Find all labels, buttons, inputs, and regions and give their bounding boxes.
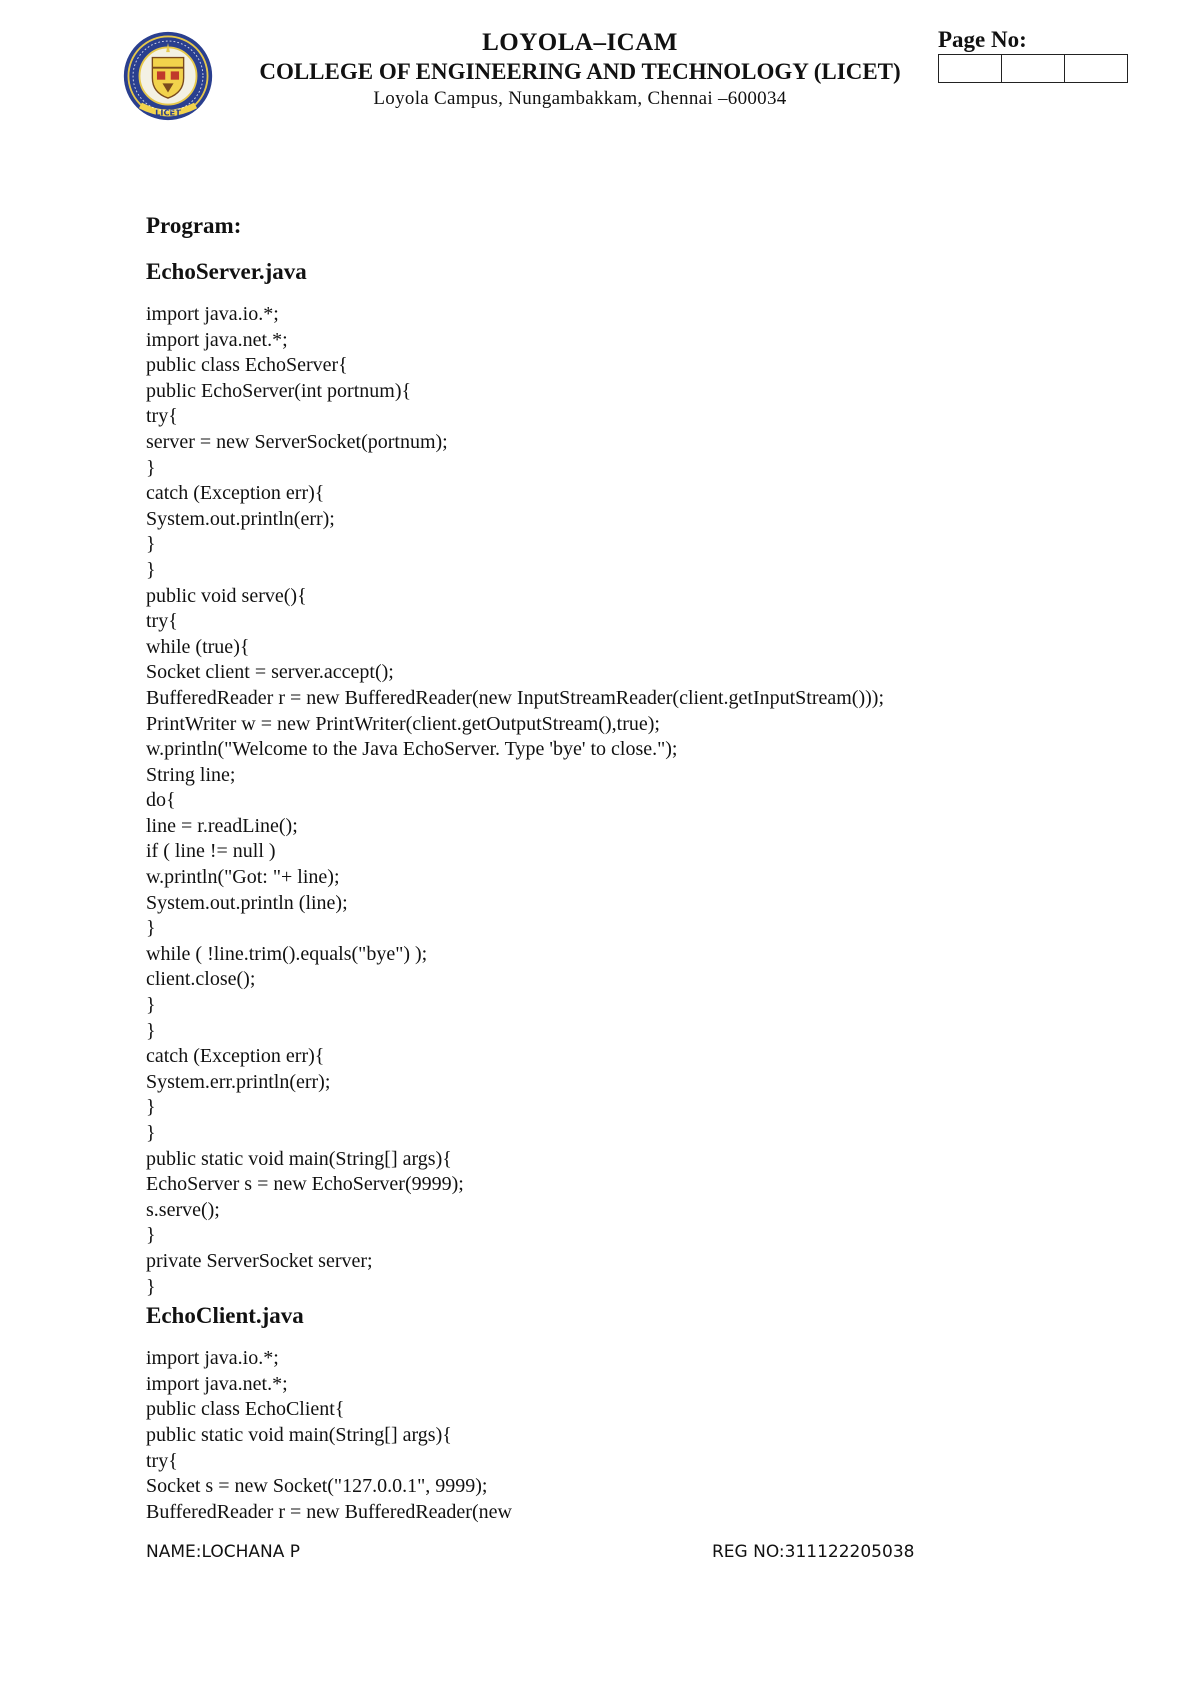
- code-line: BufferedReader r = new BufferedReader(new: [146, 1500, 512, 1523]
- code-line: }: [146, 456, 156, 479]
- code-line: EchoServer s = new EchoServer(9999);: [146, 1173, 464, 1196]
- code-line: public static void main(String[] args){: [146, 1423, 452, 1446]
- code-line: PrintWriter w = new PrintWriter(client.getOutputStream(),true);: [146, 712, 660, 735]
- page-number-box: [1065, 55, 1127, 82]
- registration-number: REG NO:311122205038: [712, 1542, 915, 1562]
- code-line: client.close();: [146, 968, 256, 991]
- code-line: while ( !line.trim().equals("bye") );: [146, 942, 428, 965]
- code-line: try{: [146, 405, 178, 428]
- code-line: String line;: [146, 763, 236, 786]
- code-line: public static void main(String[] args){: [146, 1147, 452, 1170]
- code-line: try{: [146, 1449, 178, 1472]
- code-line: import java.net.*;: [146, 1372, 288, 1395]
- code-line: try{: [146, 610, 178, 633]
- code-line: }: [146, 533, 156, 556]
- code-line: catch (Exception err){: [146, 1045, 325, 1068]
- code-line: import java.io.*;: [146, 1347, 279, 1370]
- code-line: BufferedReader r = new BufferedReader(new InputStreamReader(client.getInputStream()));: [146, 686, 885, 709]
- code-line: while (true){: [146, 635, 250, 658]
- echoclient-code: [146, 1346, 1146, 1525]
- institution-title: LOYOLA–ICAM: [482, 29, 678, 56]
- code-line: import java.io.*;: [146, 303, 279, 325]
- code-line: }: [146, 917, 156, 940]
- code-line: }: [146, 1096, 156, 1119]
- code-line: if ( line != null ): [146, 840, 276, 863]
- code-line: Socket client = server.accept();: [146, 661, 394, 684]
- page-number-boxes: [938, 54, 1128, 83]
- code-line: System.out.println(err);: [146, 507, 335, 530]
- code-line: line = r.readLine();: [146, 814, 298, 837]
- student-name: NAME:LOCHANA P: [146, 1542, 301, 1562]
- echoclient-heading: EchoClient.java: [146, 1303, 304, 1329]
- code-line: }: [146, 1275, 156, 1298]
- code-line: private ServerSocket server;: [146, 1249, 373, 1272]
- code-line: catch (Exception err){: [146, 482, 325, 505]
- document-body: [146, 212, 1146, 1525]
- code-line: }: [146, 994, 156, 1017]
- college-address: Loyola Campus, Nungambakkam, Chennai –600034: [373, 88, 787, 109]
- code-line: }: [146, 1122, 156, 1144]
- page-number-box: [939, 55, 1002, 82]
- echoserver-heading: EchoServer.java: [146, 259, 307, 284]
- page-number-label: Page No:: [938, 27, 1027, 52]
- college-name: COLLEGE OF ENGINEERING AND TECHNOLOGY (LICET): [259, 59, 901, 84]
- echoserver-code: [146, 302, 1146, 1300]
- code-line: Socket s = new Socket("127.0.0.1", 9999);: [146, 1475, 488, 1498]
- code-line: w.println("Got: "+ line);: [146, 866, 340, 889]
- code-line: }: [146, 1019, 156, 1042]
- code-line: System.err.println(err);: [146, 1070, 331, 1093]
- svg-text:LICET: LICET: [155, 107, 181, 118]
- code-line: public EchoServer(int portnum){: [146, 379, 412, 402]
- code-line: }: [146, 1224, 156, 1247]
- code-line: public void serve(){: [146, 584, 307, 607]
- code-line: }: [146, 558, 156, 581]
- code-line: public class EchoClient{: [146, 1398, 345, 1421]
- page-number-box: [1002, 55, 1065, 82]
- code-line: System.out.println (line);: [146, 891, 348, 914]
- code-line: server = new ServerSocket(portnum);: [146, 430, 448, 453]
- program-heading: Program:: [146, 213, 242, 238]
- document-header: [200, 28, 960, 111]
- code-line: public class EchoServer{: [146, 354, 348, 377]
- code-line: do{: [146, 789, 176, 812]
- code-line: s.serve();: [146, 1198, 220, 1221]
- code-line: w.println("Welcome to the Java EchoServer. Type 'bye' to close.");: [146, 738, 678, 761]
- code-line: import java.net.*;: [146, 328, 288, 351]
